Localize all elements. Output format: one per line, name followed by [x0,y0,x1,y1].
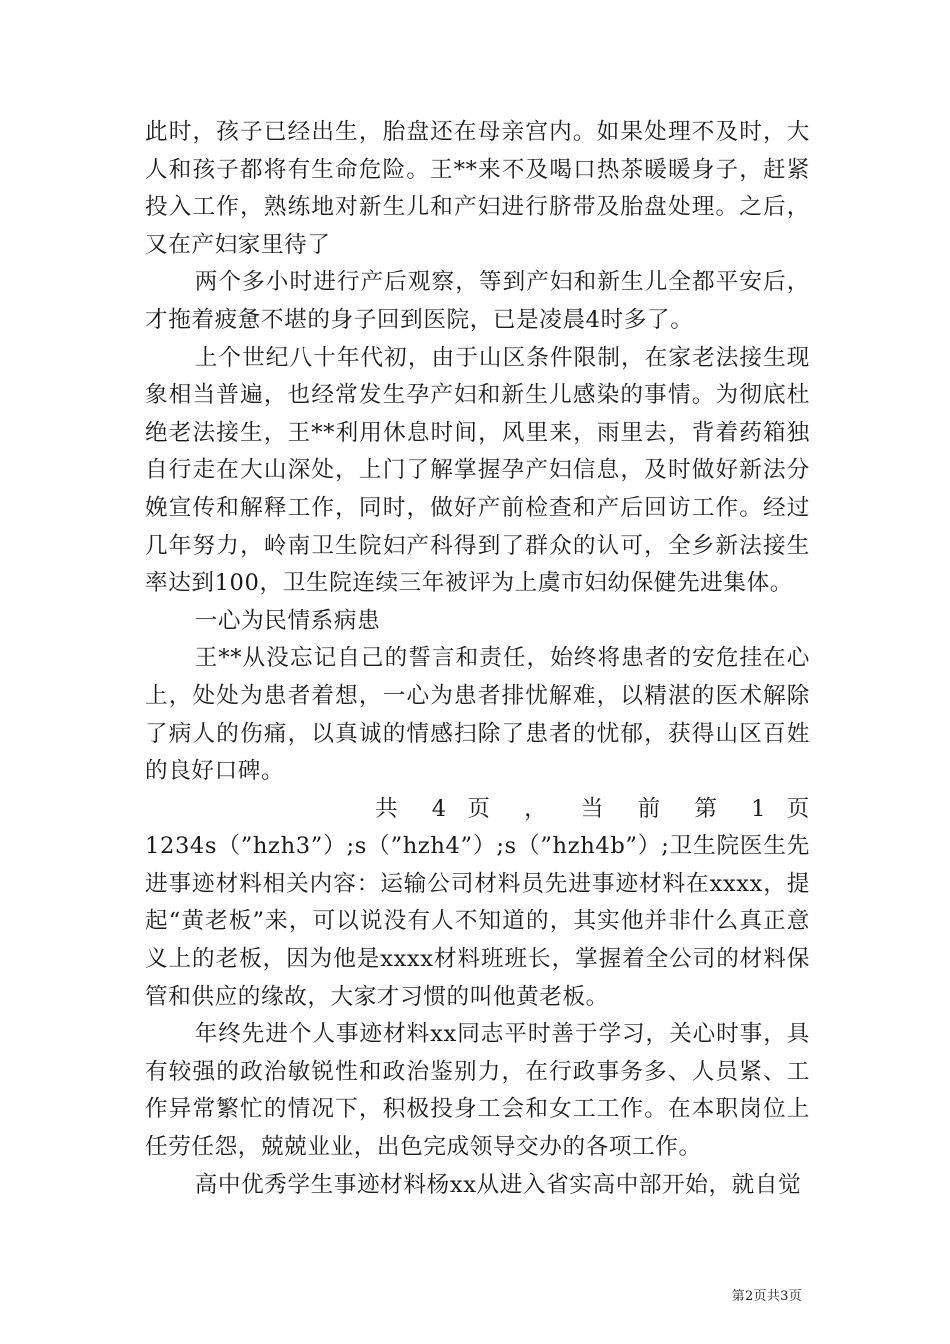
paragraph-new-delivery-method: 上个世纪八十年代初，由于山区条件限制，在家老法接生现象相当普遍，也经常发生孕产妇和新生儿感染的事情。为彻底杜绝老法接生，王**利用休息时间，风里来，雨里去，背着药箱独自行走在大山深处，上门了解掌握孕产妇信息，及时做好新法分娩宣传和解释工作，同时，做好产前检查和产后回访工作。经过几年努力，岭南卫生院妇产科得到了群众的认可，全乡新法接生率达到100，卫生院连续三年被评为上虞市妇幼保健先进集体。 [145,344,810,597]
inline-page-count: 共 4 页 ， 当 前 第 1 页 [375,795,810,822]
document-body [145,114,810,1204]
paragraph-patient-care: 王**从没忘记自己的誓言和责任，始终将患者的安危挂在心上，处处为患者着想，一心为患者排忧解难，以精湛的医术解除了病人的伤痛，以真诚的情感扫除了患者的忧郁，获得山区百姓的良好口碑。 [145,645,810,785]
paragraph-year-end-advanced: 年终先进个人事迹材料xx同志平时善于学习，关心时事，具有较强的政治敏锐性和政治鉴别力，在行政事务多、人员紧、工作异常繁忙的情况下，积极投身工会和女工工作。在本职岗位上任劳任怨，兢兢业业，出色完成领导交办的各项工作。 [145,1021,810,1161]
page-number-footer: 第2页共3页 [731,1289,802,1304]
paragraph-postpartum-observation: 两个多小时进行产后观察，等到产妇和新生儿全都平安后，才拖着疲惫不堪的身子回到医院，已是凌晨4时多了。 [145,269,810,333]
paragraph-birth-situation: 此时，孩子已经出生，胎盘还在母亲宫内。如果处理不及时，大人和孩子都将有生命危险。王**来不及喝口热茶暖暖身子，赶紧投入工作，熟练地对新生儿和产妇进行脐带及胎盘处理。之后，又在产妇家里待了 [145,119,810,258]
paragraph-related-content: 1234s（”hzh3”）;s（”hzh4”）;s（”hzh4b”）;卫生院医生先进事迹材料相关内容：运输公司材料员先进事迹材料在xxxx，提起“黄老板”来，可以说没有人不知道的，其实他并非什么真正意义上的老板，因为他是xxxx材料班班长，掌握着全公司的材料保管和供应的缘故，大家才习惯的叫他黄老板。 [145,833,810,1010]
section-heading: 一心为民情系病患 [194,607,381,634]
paragraph-excellent-student: 高中优秀学生事迹材料杨xx从进入省实高中部开始，就自觉 [194,1171,802,1198]
